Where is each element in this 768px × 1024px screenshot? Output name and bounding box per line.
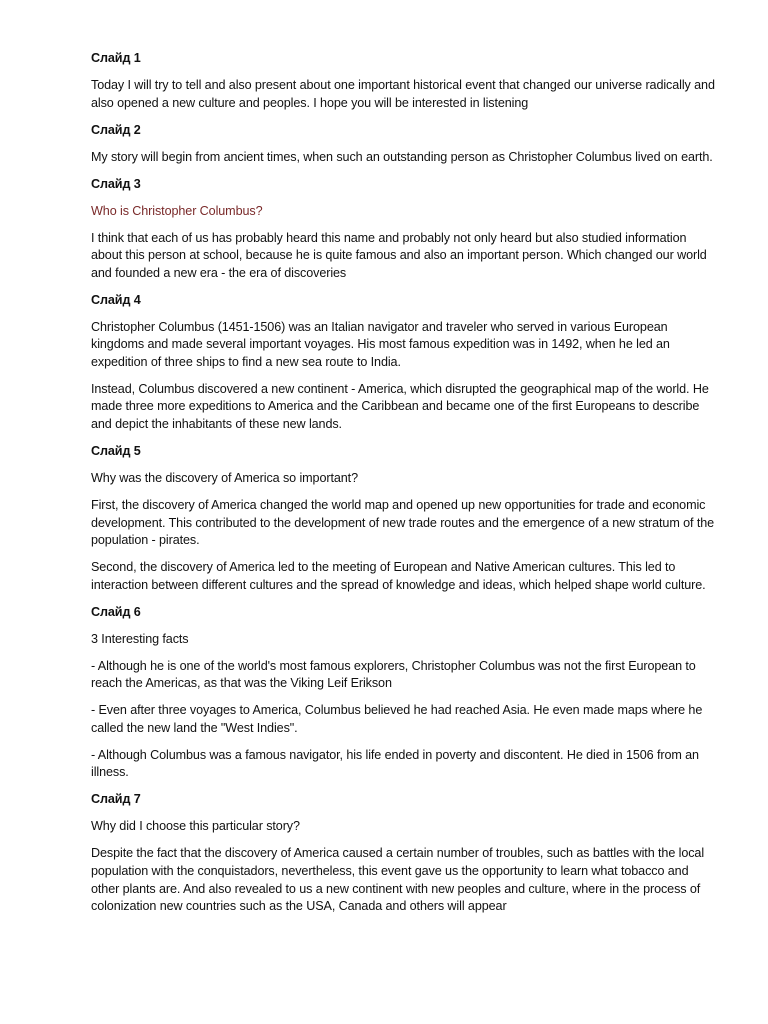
slide-4-heading: Слайд 4 — [91, 292, 141, 307]
interesting-facts-title: 3 Interesting facts — [91, 631, 189, 646]
fact-1: - Although he is one of the world's most famous explorers, Christopher Columbus was not the first European to reach the Americas, as that was the Viking Leif Erikson — [91, 658, 696, 691]
slide-7-heading: Слайд 7 — [91, 792, 141, 807]
fact-3: - Although Columbus was a famous navigator, his life ended in poverty and discontent. He died in 1506 from an illness. — [91, 747, 699, 780]
ancient-times-paragraph: My story will begin from ancient times, when such an outstanding person as Christopher Columbus lived on earth. — [91, 149, 713, 164]
famous-person-paragraph: I think that each of us has probably heard this name and probably not only heard but also studied information about this person at school, because he is quite famous and also an important person. Which changed our world and founded a new era - the era of discoveries — [91, 230, 707, 280]
slide-5-heading: Слайд 5 — [91, 444, 141, 458]
who-is-columbus-question: Who is Christopher Columbus? — [91, 203, 263, 218]
slide-3-heading: Слайд 3 — [91, 176, 141, 191]
why-story-question: Why did I choose this particular story? — [91, 819, 300, 834]
document-page — [91, 50, 716, 925]
slide-6-heading: Слайд 6 — [91, 604, 141, 619]
slide-1-heading: Слайд 1 — [91, 51, 141, 65]
slide-2-heading: Слайд 2 — [91, 122, 141, 137]
biography-paragraph: Christopher Columbus (1451-1506) was an Italian navigator and traveler who served in various European kingdoms and made several important voyages. His most famous expedition was in 1492, when he led an expedition of three ships to find a new sea route to India. — [91, 319, 670, 369]
intro-paragraph: Today I will try to tell and also present about one important historical event that changed our universe radically and also opened a new culture and peoples. I hope you will be interested in listening — [91, 77, 715, 110]
first-reason-paragraph: First, the discovery of America changed the world map and opened up new opportunities for trade and economic development. This contributed to the development of new trade routes and the emergence of a new stratum of the population - pirates. — [91, 497, 715, 548]
fact-2: - Even after three voyages to America, Columbus believed he had reached Asia. He even made maps where he called the new land the "West Indies". — [91, 703, 703, 735]
importance-question: Why was the discovery of America so important? — [91, 470, 358, 485]
conclusion-paragraph: Despite the fact that the discovery of America caused a certain number of troubles, such as battles with the local population with the conquistadors, nevertheless, this event gave us the opportunity to learn what tobacco and other plants are. And also revealed to us a new continent with new peoples and culture, where in the process of colonization new countries such as the USA, Canada and others will appear — [91, 846, 705, 914]
second-reason-paragraph: Second, the discovery of America led to the meeting of European and Native American cultures. This led to interaction between different cultures and the spread of knowledge and ideas, which helped shape world culture. — [91, 560, 706, 592]
new-continent-paragraph: Instead, Columbus discovered a new continent - America, which disrupted the geographical map of the world. He made three more expeditions to America and the Caribbean and became one of the first Europeans to describe and depict the inhabitants of these new lands. — [91, 381, 709, 432]
